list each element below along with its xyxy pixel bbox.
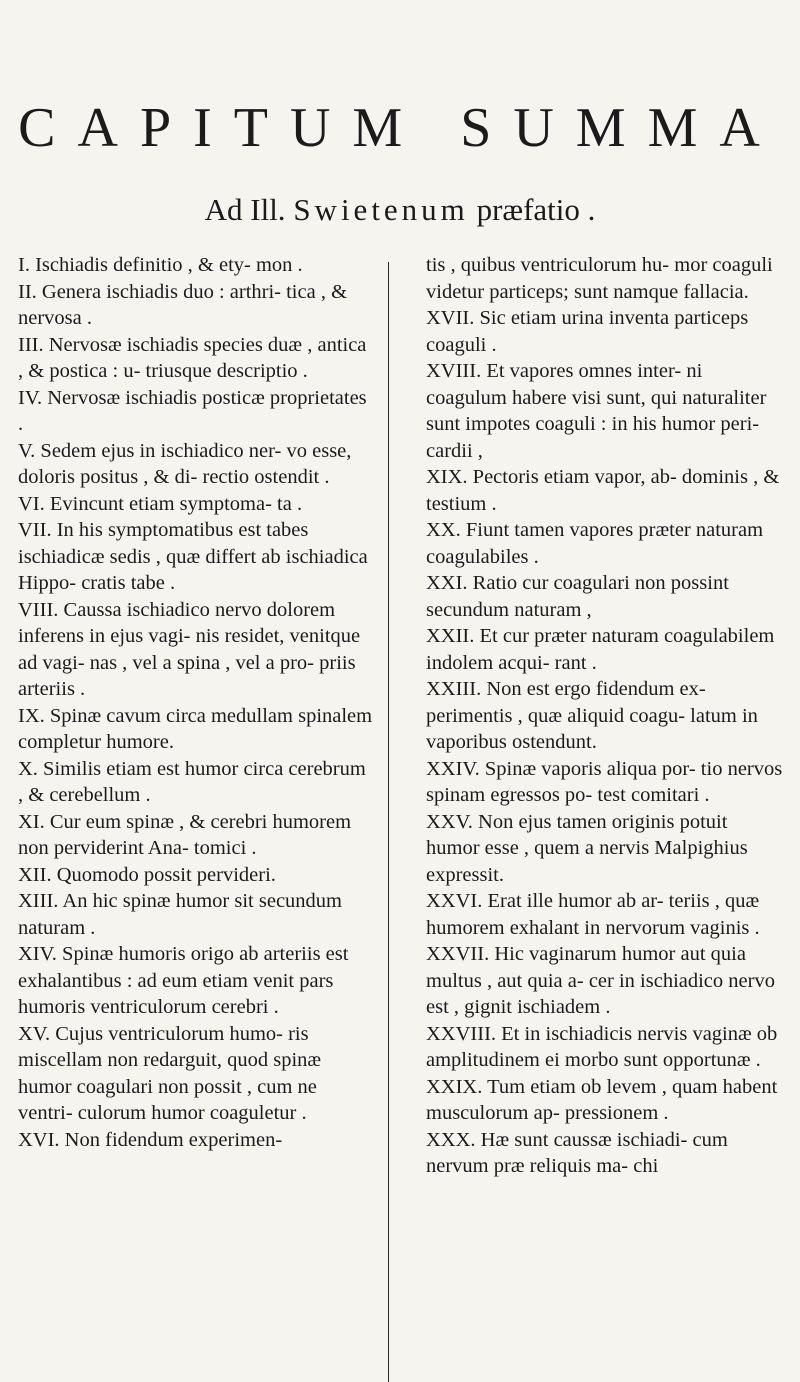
chapter-summary-item: XXIV. Spinæ vaporis aliqua por- tio nervos spinam egressos po- test comitari . xyxy=(426,757,783,806)
chapter-summary-item: XIV. Spinæ humoris origo ab arteriis est exhalantibus : ad eum etiam venit pars humoris ventriculorum cerebri . xyxy=(18,943,349,1018)
chapter-summary-item: XX. Fiunt tamen vapores præter naturam coagulabiles . xyxy=(426,519,764,568)
chapter-summary-item: tis , quibus ventriculorum hu- mor coaguli videtur particeps; sunt namque fallacia. xyxy=(426,254,773,303)
chapter-summary-item: XIX. Pectoris etiam vapor, ab- dominis , & testium . xyxy=(426,466,780,515)
chapter-summary-item: XVIII. Et vapores omnes inter- ni coagulum habere visi sunt, qui naturaliter sunt impotes coaguli : in his humor peri- cardii , xyxy=(426,360,767,462)
chapter-summary-item: II. Genera ischiadis duo : arthri- tica , & nervosa . xyxy=(18,280,348,329)
subtitle-name: Swietenum xyxy=(293,192,469,227)
chapter-summary-item: XIII. An hic spinæ humor sit secundum naturam . xyxy=(18,890,342,939)
chapter-summary-item: XII. Quomodo possit pervideri. xyxy=(18,863,276,886)
chapter-summary-item: XV. Cujus ventriculorum humo- ris miscellam non redarguit, quod spinæ humor coagulari non possit , cum ne ventri- culorum humor coaguletur . xyxy=(18,1022,322,1124)
chapter-summary-item: XVII. Sic etiam urina inventa particeps coaguli . xyxy=(426,307,749,356)
chapter-summary-item: III. Nervosæ ischiadis species duæ , antica , & postica : u- triusque descriptio . xyxy=(18,333,367,382)
column-divider xyxy=(388,262,389,1382)
chapter-summary-item: XXV. Non ejus tamen originis potuit humor esse , quem a nervis Malpighius expressit. xyxy=(426,810,748,886)
chapter-summary-item: XVI. Non fidendum experimen- xyxy=(18,1128,283,1151)
chapter-summary-item: XXVIII. Et in ischiadicis nervis vaginæ ob amplitudinem ei morbo sunt opportunæ . xyxy=(426,1022,778,1071)
subtitle-suffix: præfatio . xyxy=(468,192,596,227)
chapter-summary-item: X. Similis etiam est humor circa cerebrum , & cerebellum . xyxy=(18,757,366,806)
chapter-summary-item: XXII. Et cur præter naturam coagulabilem indolem acqui- rant . xyxy=(426,625,775,674)
chapter-summary-item: XI. Cur eum spinæ , & cerebri humorem non perviderint Ana- tomici . xyxy=(18,810,352,859)
right-column xyxy=(426,252,784,1180)
page-title: CAPITUM SUMMA xyxy=(18,97,782,159)
chapter-summary-item: VI. Evincunt etiam symptoma- ta . xyxy=(18,492,303,515)
chapter-summary-item: IV. Nervosæ ischiadis posticæ proprietates . xyxy=(18,386,367,435)
left-column xyxy=(18,252,376,1153)
chapter-summary-item: VIII. Caussa ischiadico nervo dolorem inferens in ejus vagi- nis residet, venitque ad vagi- nas , vel a spina , vel a pro- priis arteriis . xyxy=(18,598,361,700)
chapter-summary-item: XXI. Ratio cur coagulari non possint secundum naturam , xyxy=(426,572,729,621)
chapter-summary-item: XXVII. Hic vaginarum humor aut quia multus , aut quia a- cer in ischiadico nervo est , gignit ischiadem . xyxy=(426,943,775,1018)
chapter-summary-item: XXX. Hæ sunt caussæ ischiadi- cum nervum præ reliquis ma- chi xyxy=(426,1128,728,1177)
chapter-summary-item: VII. In his symptomatibus est tabes ischiadicæ sedis , quæ differt ab ischiadica Hippo- cratis tabe . xyxy=(18,519,368,594)
chapter-summary-item: V. Sedem ejus in ischiadico ner- vo esse, doloris positus , & di- rectio ostendit . xyxy=(18,439,352,488)
chapter-summary-item: XXIX. Tum etiam ob levem , quam habent musculorum ap- pressionem . xyxy=(426,1075,778,1124)
chapter-summary-item: XXIII. Non est ergo fidendum ex- perimentis , quæ aliquid coagu- latum in vaporibus ostendunt. xyxy=(426,678,758,753)
chapter-summary-item: I. Ischiadis definitio , & ety- mon . xyxy=(18,254,303,276)
chapter-summary-item: IX. Spinæ cavum circa medullam spinalem completur humore. xyxy=(18,704,373,753)
chapter-summary-item: XXVI. Erat ille humor ab ar- teriis , quæ humorem exhalant in nervorum vaginis . xyxy=(426,890,760,939)
subtitle-prefix: Ad Ill. xyxy=(204,192,294,227)
page-subtitle xyxy=(0,192,800,228)
